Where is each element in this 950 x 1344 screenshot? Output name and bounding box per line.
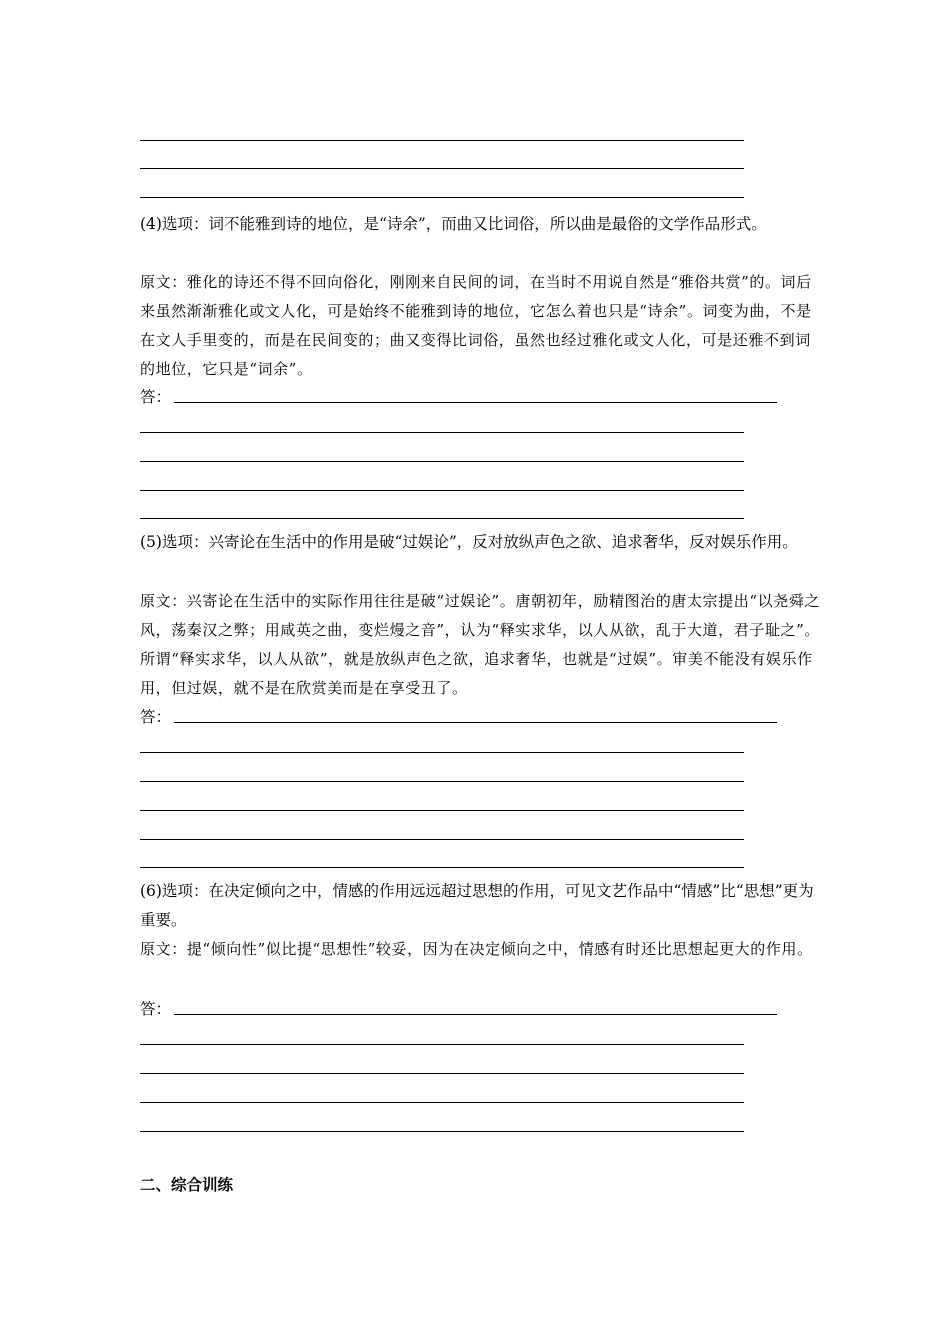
- answer-line[interactable]: [140, 1102, 744, 1103]
- answer-line[interactable]: [174, 722, 777, 723]
- answer-line[interactable]: [174, 402, 777, 403]
- answer-label: 答：: [140, 388, 172, 406]
- answer-label: 答：: [140, 708, 172, 726]
- answer-line[interactable]: [140, 461, 744, 462]
- answer-line[interactable]: [174, 1014, 777, 1015]
- answer-line[interactable]: [140, 752, 744, 753]
- answer-line[interactable]: [140, 432, 744, 433]
- q5-original-text: 原文：兴寄论在生活中的实际作用往往是破“过娱论”。唐朝初年，励精图治的唐太宗提出“以尧舜之风，荡秦汉之弊；用咸英之曲，变烂熳之音”，认为“释实求华，以人从欲，乱于大道，君子耻之”。所谓“释实求华，以人从欲”，就是放纵声色之欲，追求奢华，也就是“过娱”。审美不能没有娱乐作用，但过娱，就不是在欣赏美而是在享受丑了。: [140, 592, 821, 697]
- answer-line[interactable]: [140, 197, 744, 198]
- section-heading: 二、综合训练: [140, 1176, 234, 1194]
- q4-original-text: 原文：雅化的诗还不得不回向俗化，刚刚来自民间的词，在当时不用说自然是“雅俗共赏”的。词后来虽然渐渐雅化或文人化，可是始终不能雅到诗的地位，它怎么着也只是“诗余”。词变为曲，不是在文人手里变的，而是在民间变的；曲又变得比词俗，虽然也经过雅化或文人化，可是还雅不到词的地位，它只是“词余”。: [140, 273, 812, 378]
- answer-line[interactable]: [140, 518, 744, 519]
- answer-line[interactable]: [140, 839, 744, 840]
- answer-line[interactable]: [140, 140, 744, 141]
- q5-option: (5)选项：兴寄论在生活中的作用是破“过娱论”，反对放纵声色之欲、追求奢华，反对娱乐作用。: [140, 533, 798, 551]
- q6-original-text: 原文：提“倾向性”似比提“思想性”较妥，因为在决定倾向之中，情感有时还比思想起更大的作用。: [140, 940, 813, 958]
- answer-line[interactable]: [140, 1131, 744, 1132]
- answer-line[interactable]: [140, 1073, 744, 1074]
- answer-line[interactable]: [140, 1044, 744, 1045]
- answer-line[interactable]: [140, 867, 744, 868]
- answer-line[interactable]: [140, 781, 744, 782]
- answer-label: 答：: [140, 1000, 172, 1018]
- q6-option: (6)选项：在决定倾向之中，情感的作用远远超过思想的作用，可见文艺作品中“情感”比“思想”更为重要。: [140, 882, 814, 929]
- answer-line[interactable]: [140, 168, 744, 169]
- answer-line[interactable]: [140, 490, 744, 491]
- answer-line[interactable]: [140, 810, 744, 811]
- q4-option: (4)选项：词不能雅到诗的地位，是“诗余”，而曲又比词俗，所以曲是最俗的文学作品形式。: [140, 215, 767, 233]
